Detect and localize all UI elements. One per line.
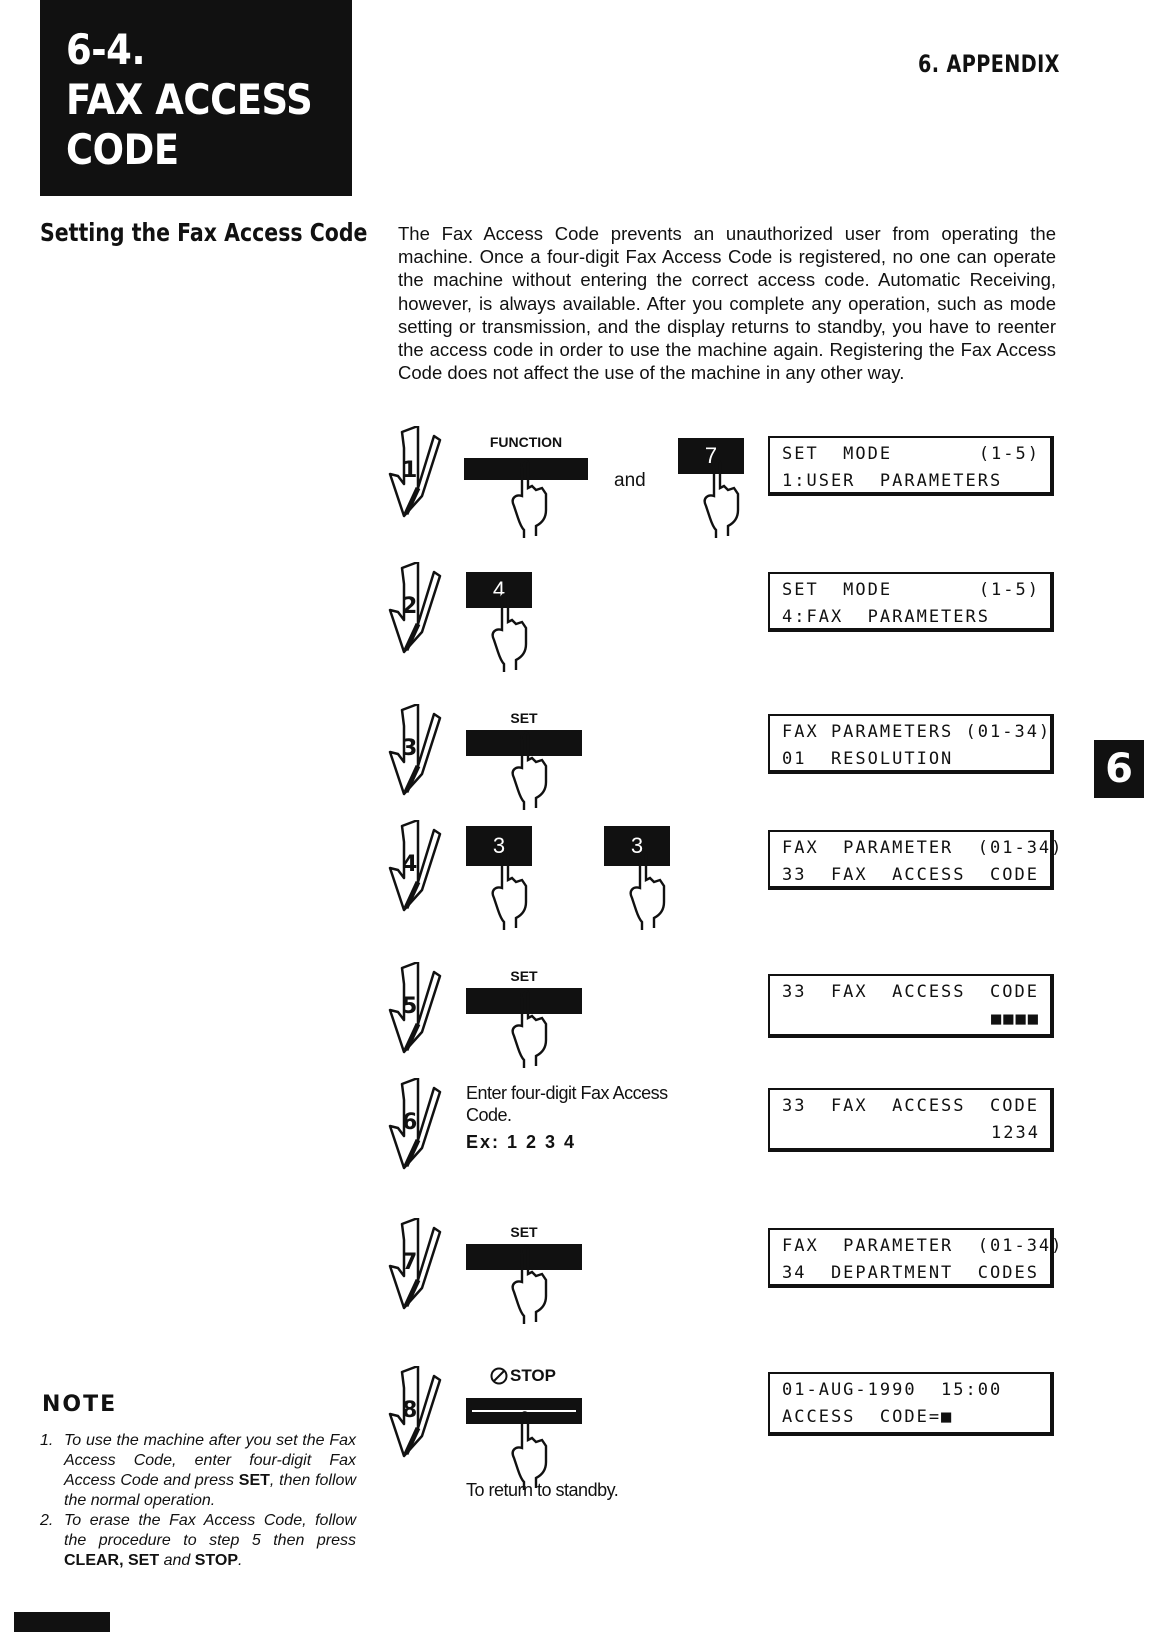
press-hand-icon (500, 1244, 560, 1324)
chapter-tab: 6 (1094, 740, 1144, 798)
lcd-display-step-7 (768, 1228, 1064, 1288)
step-2-number: 2 (402, 594, 418, 619)
set-key-label: SET (510, 968, 538, 984)
key-3-second[interactable]: 3 (604, 826, 670, 866)
lcd-line-1: 33 FAX ACCESS CODE (782, 1096, 1039, 1116)
page-corner-mark (14, 1612, 110, 1632)
lcd-display-step-6 (768, 1088, 1054, 1152)
lcd-display-step-8 (768, 1372, 1054, 1436)
lcd-line-2-right: 1234 (991, 1123, 1040, 1143)
lcd-display-step-3 (768, 714, 1054, 774)
intro-paragraph: The Fax Access Code prevents an unauthorized user from operating the machine. Once a four-digit Fax Access Code is registered, no one can operate the machine without entering the correct access code. Automatic Receiving, however, is always available. After you complete any operation, such as mode setting or transmission, and the display returns to standby, you have to reenter the access code in order to use the machine again. Registering the Fax Access Code does not affect the use of the machine in any other way. (398, 223, 1056, 384)
step-8-note: To return to standby. (466, 1480, 619, 1500)
section-title-block (40, 0, 352, 196)
lcd-line-1-right: (1-5) (978, 580, 1040, 600)
press-hand-icon (500, 730, 560, 810)
lcd-line-2: 01 RESOLUTION (782, 749, 954, 769)
note-item-number: 2. (40, 1512, 54, 1529)
press-hand-icon (692, 458, 752, 538)
stop-key-label: STOP (510, 1366, 556, 1385)
step-5-number: 5 (402, 994, 418, 1019)
lcd-line-1: FAX PARAMETER (01-34) (782, 1236, 1064, 1256)
function-key-label: FUNCTION (489, 434, 563, 450)
lcd-line-1: FAX PARAMETERS (01-34) (782, 722, 1052, 742)
press-hand-icon (500, 458, 560, 538)
step-4-number: 4 (402, 852, 418, 877)
note-text: and (159, 1552, 195, 1569)
note-bold-text: CLEAR, SET (64, 1552, 160, 1569)
lcd-line-1: SET MODE (782, 580, 893, 600)
section-title-line2: CODE (66, 125, 179, 174)
press-hand-icon (500, 1410, 560, 1490)
stop-icon (490, 1367, 508, 1385)
step-6-number: 6 (402, 1110, 418, 1135)
press-hand-icon (618, 850, 678, 930)
lcd-display-step-4 (768, 830, 1064, 890)
step-3-number: 3 (402, 736, 418, 761)
lcd-line-2: 34 DEPARTMENT CODES (782, 1263, 1039, 1283)
lcd-line-1: 33 FAX ACCESS CODE (782, 982, 1039, 1002)
key-7[interactable]: 7 (678, 438, 744, 474)
lcd-line-2-right: ■■■■ (991, 1009, 1040, 1029)
lcd-display-step-5 (768, 974, 1054, 1038)
step-8-number: 8 (402, 1398, 418, 1423)
section-number: 6-4. (66, 25, 146, 74)
note-heading: NOTE (42, 1392, 118, 1417)
lcd-line-1-right: (1-5) (978, 444, 1040, 464)
lcd-line-2: 33 FAX ACCESS CODE (782, 865, 1039, 885)
press-hand-icon (480, 592, 540, 672)
set-key-label: SET (510, 710, 538, 726)
lcd-display-step-1 (768, 436, 1054, 496)
lcd-line-2: ACCESS CODE=■ (782, 1407, 954, 1427)
note-text: , then follow the normal operation. (64, 1472, 356, 1509)
section-title-line1: FAX ACCESS (66, 75, 313, 124)
note-text: To use the machine after you set the Fax Access Code, enter four-digit Fax Access Code and press (64, 1432, 356, 1489)
step-1-number: 1 (402, 458, 418, 483)
note-text: To erase the Fax Access Code, follow the procedure to step 5 then press (64, 1512, 356, 1549)
subheading: Setting the Fax Access Code (40, 218, 368, 247)
note-list (40, 1431, 356, 1571)
key-4[interactable]: 4 (466, 572, 532, 608)
note-bold-text: SET (238, 1472, 270, 1489)
press-hand-icon (480, 850, 540, 930)
step-7-number: 7 (402, 1250, 418, 1275)
note-bold-text: STOP (194, 1552, 238, 1569)
lcd-line-1: SET MODE (782, 444, 893, 464)
note-item (40, 1511, 356, 1571)
set-key-label: SET (510, 1224, 538, 1240)
step-6-instruction: Enter four-digit Fax Access Code. (466, 1083, 668, 1125)
lcd-line-2: 1:USER PARAMETERS (782, 471, 1003, 491)
lcd-display-step-2 (768, 572, 1054, 632)
lcd-line-2: 4:FAX PARAMETERS (782, 607, 990, 627)
note-item-number: 1. (40, 1432, 54, 1449)
lcd-line-1: 01-AUG-1990 15:00 (782, 1380, 1003, 1400)
chapter-header: 6. APPENDIX (918, 50, 1060, 78)
and-text: and (614, 470, 646, 491)
note-item (40, 1431, 356, 1511)
note-text: . (238, 1552, 243, 1569)
press-hand-icon (500, 988, 560, 1068)
lcd-line-1: FAX PARAMETER (01-34) (782, 838, 1064, 858)
step-6-example: Ex: 1 2 3 4 (466, 1132, 577, 1152)
key-3[interactable]: 3 (466, 826, 532, 866)
